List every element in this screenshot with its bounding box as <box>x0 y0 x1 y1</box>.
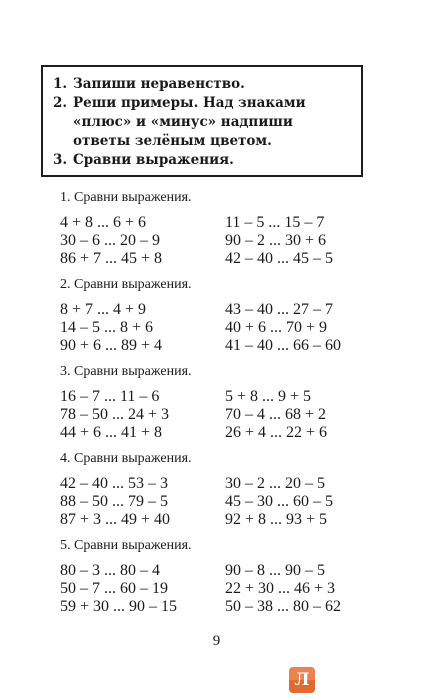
instruction-text: Запиши неравенство. <box>73 76 245 92</box>
expression-left: 16 – 7 ... 11 – 6 <box>60 388 160 405</box>
instruction-item <box>53 94 351 151</box>
section-title: 1. Сравни выражения. <box>60 190 192 205</box>
expression-right: 30 – 2 ... 20 – 5 <box>225 475 325 492</box>
expression-right: 43 – 40 ... 27 – 7 <box>225 301 333 318</box>
expression-row <box>60 475 370 493</box>
expression-left: 87 + 3 ... 49 + 40 <box>60 511 171 528</box>
expression-row <box>60 388 370 406</box>
instruction-text: Реши примеры. Над знаками «плюс» и «минус» надпиши ответы зелёным цветом. <box>73 95 306 149</box>
exercise-section-5 <box>60 536 370 616</box>
expression-right: 11 – 5 ... 15 – 7 <box>225 214 325 231</box>
expression-row <box>60 562 370 580</box>
expression-row <box>60 319 370 337</box>
instruction-item <box>53 151 351 170</box>
expression-row <box>60 214 370 232</box>
publisher-logo-icon <box>289 667 315 693</box>
expression-rows <box>60 214 370 268</box>
expression-left: 14 – 5 ... 8 + 6 <box>60 319 154 336</box>
expression-right: 92 + 8 ... 93 + 5 <box>225 511 328 528</box>
expression-left: 78 – 50 ... 24 + 3 <box>60 406 170 423</box>
expression-row <box>60 511 370 529</box>
expression-left: 42 – 40 ... 53 – 3 <box>60 475 168 492</box>
expression-row <box>60 493 370 511</box>
expression-row <box>60 406 370 424</box>
expression-right: 26 + 4 ... 22 + 6 <box>225 424 328 441</box>
expression-left: 4 + 8 ... 6 + 6 <box>60 214 147 231</box>
exercise-section-1 <box>60 188 370 268</box>
instruction-text: Сравни выражения. <box>73 152 234 168</box>
page-number: 9 <box>212 633 221 649</box>
exercise-section-4 <box>60 449 370 529</box>
section-title: 3. Сравни выражения. <box>60 364 192 379</box>
expression-right: 90 – 2 ... 30 + 6 <box>225 232 327 249</box>
expression-right: 70 – 4 ... 68 + 2 <box>225 406 327 423</box>
expression-left: 8 + 7 ... 4 + 9 <box>60 301 147 318</box>
expression-right: 40 + 6 ... 70 + 9 <box>225 319 328 336</box>
expression-row <box>60 337 370 355</box>
expression-rows <box>60 301 370 355</box>
expression-rows <box>60 562 370 616</box>
expression-rows <box>60 388 370 442</box>
expression-left: 50 – 7 ... 60 – 19 <box>60 580 168 597</box>
expression-row <box>60 232 370 250</box>
expression-right: 41 – 40 ... 66 – 60 <box>225 337 341 354</box>
expression-rows <box>60 475 370 529</box>
expression-right: 22 + 30 ... 46 + 3 <box>225 580 336 597</box>
exercise-section-2 <box>60 275 370 355</box>
expression-row <box>60 580 370 598</box>
expression-right: 45 – 30 ... 60 – 5 <box>225 493 333 510</box>
instruction-number: 2. <box>53 95 68 111</box>
expression-left: 59 + 30 ... 90 – 15 <box>60 598 178 615</box>
instructions-box <box>41 65 363 177</box>
expression-row <box>60 424 370 442</box>
expression-right: 5 + 8 ... 9 + 5 <box>225 388 312 405</box>
expression-left: 90 + 6 ... 89 + 4 <box>60 337 163 354</box>
expression-row <box>60 301 370 319</box>
expression-left: 88 – 50 ... 79 – 5 <box>60 493 168 510</box>
section-title: 2. Сравни выражения. <box>60 277 192 292</box>
expression-left: 30 – 6 ... 20 – 9 <box>60 232 160 249</box>
expression-right: 90 – 8 ... 90 – 5 <box>225 562 325 579</box>
instruction-item <box>53 75 351 94</box>
instruction-number: 3. <box>53 152 68 168</box>
expression-left: 44 + 6 ... 41 + 8 <box>60 424 163 441</box>
exercise-section-3 <box>60 362 370 442</box>
expression-left: 80 – 3 ... 80 – 4 <box>60 562 160 579</box>
expression-right: 50 – 38 ... 80 – 62 <box>225 598 341 615</box>
expression-left: 86 + 7 ... 45 + 8 <box>60 250 163 267</box>
section-title: 5. Сравни выражения. <box>60 538 192 553</box>
logo-letter: Л <box>294 670 310 690</box>
instruction-number: 1. <box>53 76 68 92</box>
expression-row <box>60 598 370 616</box>
section-title: 4. Сравни выражения. <box>60 451 192 466</box>
expression-right: 42 – 40 ... 45 – 5 <box>225 250 333 267</box>
expression-row <box>60 250 370 268</box>
